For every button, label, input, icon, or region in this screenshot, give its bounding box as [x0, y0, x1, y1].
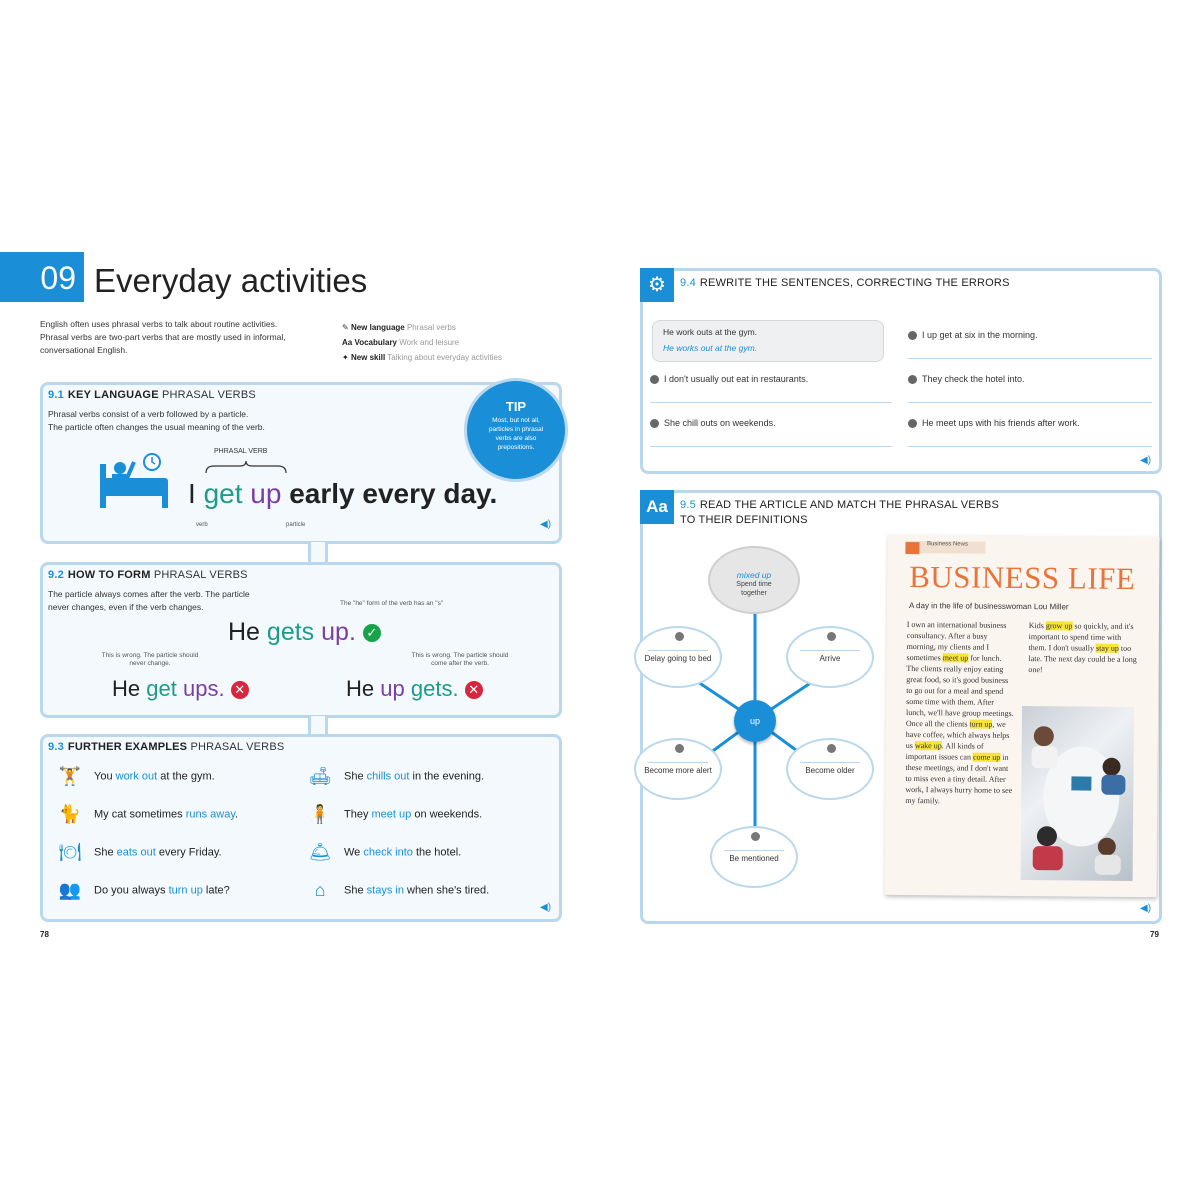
party-people-icon: 👥: [58, 880, 82, 900]
meta-list: [342, 320, 562, 365]
tip-text: Most, but not all, particles in phrasal verbs are also prepositions.: [488, 417, 544, 451]
example-answer: He works out at the gym.: [663, 343, 758, 353]
answer-line[interactable]: [908, 358, 1152, 359]
example-row: 🍽 She eats out every Friday.: [56, 842, 222, 863]
note-left: This is wrong. The particle should never change.: [101, 652, 199, 667]
article-tag-bar: [905, 541, 985, 554]
example-question: He work outs at the gym.: [663, 327, 758, 337]
bubble-number-icon: [827, 744, 836, 753]
section-9-5-title: 9.5 READ THE ARTICLE AND MATCH THE PHRASAL VERBS TO THEIR DEFINITIONS: [680, 499, 1000, 526]
new-language-icon: ✎: [342, 323, 349, 332]
page-number-left: 78: [40, 930, 49, 939]
key-sentence: [188, 478, 497, 510]
unit-number-badge: [0, 252, 84, 302]
business-meeting-photo: [1021, 706, 1135, 881]
meta-new-skill: ✦ New skill Talking about everyday activities: [342, 353, 502, 362]
wrong-sentence-1: He get ups. ✕: [112, 676, 249, 702]
item-number-icon: [650, 419, 659, 428]
audio-speaker-icon[interactable]: ◀): [540, 902, 552, 913]
phrasal-verb-bracket-label: PHRASAL VERB: [214, 448, 268, 455]
check-icon: ✓: [363, 624, 381, 642]
example-row: 👥 Do you always turn up late?: [56, 880, 230, 901]
section-9-1-title: 9.1 KEY LANGUAGE PHRASAL VERBS: [48, 389, 256, 401]
article-column-2: Kids grow up so quickly, and it's important to spend time with them. I don't usually stay up too late. The next day could be a long one!: [1028, 621, 1137, 675]
example-row: 🧍 They meet up on weekends.: [306, 804, 482, 825]
section-9-1-desc: Phrasal verbs consist of a verb followed by a particle. The particle often changes the usual meaning of the verb.: [48, 409, 265, 432]
meta-vocabulary: Aa Vocabulary Work and leisure: [342, 338, 460, 347]
exercise-item: She chill outs on weekends.: [650, 418, 776, 428]
sentence-subject: I: [188, 478, 196, 509]
definition-bubble[interactable]: Be mentioned: [710, 826, 798, 888]
correct-particle: up.: [321, 618, 356, 646]
bubble-number-icon: [827, 632, 836, 641]
bed-clock-icon: [98, 452, 170, 510]
panel-connector: [308, 542, 328, 564]
definition-bubble[interactable]: Arrive: [786, 626, 874, 688]
vocabulary-badge: Aa: [640, 490, 674, 524]
sentence-rest: early every day.: [289, 478, 498, 509]
verb-label: verb: [196, 522, 208, 528]
section-9-2-desc: The particle always comes after the verb. The particle never changes, even if the verb changes.: [48, 589, 250, 612]
relaxing-person-icon: 🛋: [308, 766, 332, 786]
tip-circle: [464, 378, 568, 482]
bubble-number-icon: [675, 632, 684, 641]
example-row: 🏋 You work out at the gym.: [56, 766, 215, 787]
panel-connector: [308, 716, 328, 736]
example-bubble: [708, 546, 800, 614]
note-right: This is wrong. The particle should come after the verb.: [411, 652, 509, 667]
page-number-right: 79: [1150, 930, 1159, 939]
audio-speaker-icon[interactable]: ◀): [540, 519, 552, 530]
correct-verb: gets: [266, 618, 315, 646]
cat-running-icon: 🐈: [58, 804, 82, 824]
meeting-people-icon: 🧍: [308, 804, 332, 824]
definition-bubble[interactable]: Become more alert: [634, 738, 722, 800]
section-9-4-title: 9.4 REWRITE THE SENTENCES, CORRECTING THE ERRORS: [680, 277, 1010, 289]
exercise-item: They check the hotel into.: [908, 374, 1025, 384]
article-clipping: [884, 535, 1159, 897]
article-column-1: I own an international business consultancy. After a busy morning, my clients and I sometimes meet up for lunch. The clients really enjoy eating great food, so it's good business to go out for a meal and spend some time with them. After lunch, we'll have group meetings. Once all the clients turn up, we have coffee, which always helps us wake up. All kinds of important issues can come up in these meetings, and I don't want to miss even a tiny detail. After work, I always hurry home to see my family.: [905, 619, 1014, 806]
new-skill-icon: ✦: [342, 353, 349, 362]
cross-icon: ✕: [231, 681, 249, 699]
particle-label: particle: [286, 522, 306, 528]
center-node: up: [734, 700, 776, 742]
vocabulary-icon: Aa: [342, 338, 353, 347]
definition-bubble[interactable]: Become older: [786, 738, 874, 800]
note-top: The "he" form of the verb has an "s": [340, 600, 444, 607]
gym-person-icon: 🏋: [58, 766, 82, 786]
example-answer-box: [652, 320, 884, 362]
example-row: 🛋 She chills out in the evening.: [306, 766, 484, 787]
correct-sentence: He gets up. ✓: [228, 618, 381, 647]
item-number-icon: [650, 375, 659, 384]
bubble-number-icon: [751, 832, 760, 841]
meta-new-language: ✎ New language Phrasal verbs: [342, 323, 456, 332]
example-row: 🛎 We check into the hotel.: [306, 842, 461, 863]
section-9-3-title: 9.3 FURTHER EXAMPLES PHRASAL VERBS: [48, 741, 285, 753]
item-number-icon: [908, 419, 917, 428]
restaurant-icon: 🍽: [58, 842, 82, 862]
sentence-verb: get: [203, 478, 243, 509]
item-number-icon: [908, 375, 917, 384]
unit-number: 09: [40, 260, 76, 296]
intro-text: English often uses phrasal verbs to talk about routine activities. Phrasal verbs are two-part verbs that are mostly used in informal, conversational English.: [40, 319, 286, 355]
section-9-4-panel: [640, 268, 1162, 474]
audio-speaker-icon[interactable]: ◀): [1140, 903, 1152, 914]
wrong-sentence-2: He up gets. ✕: [346, 676, 483, 702]
section-9-2-title: 9.2 HOW TO FORM PHRASAL VERBS: [48, 569, 248, 581]
article-subhead: A day in the life of businesswoman Lou Miller: [908, 601, 1069, 612]
answer-line[interactable]: [908, 402, 1152, 403]
tip-title: TIP: [505, 399, 527, 414]
example-definition: Spend time together: [736, 581, 772, 597]
house-icon: ⌂: [314, 880, 326, 900]
example-row: ⌂ She stays in when she's tired.: [306, 880, 489, 901]
phrasal-verb-bracket: [204, 460, 288, 474]
sentence-particle: up: [250, 478, 282, 509]
unit-title: Everyday activities: [94, 262, 368, 299]
exercise-item: I don't usually out eat in restaurants.: [650, 374, 808, 384]
item-number-icon: [908, 331, 917, 340]
article-tag-icon: [905, 542, 919, 554]
exercise-item: He meet ups with his friends after work.: [908, 418, 1080, 428]
answer-line[interactable]: [650, 446, 892, 447]
audio-speaker-icon[interactable]: ◀): [1140, 455, 1152, 466]
example-row: 🐈 My cat sometimes runs away.: [56, 804, 238, 825]
bubble-number-icon: [675, 744, 684, 753]
exercise-item: I up get at six in the morning.: [908, 330, 1038, 340]
exercise-icon-badge: ⚙: [640, 268, 674, 302]
cross-icon: ✕: [465, 681, 483, 699]
answer-line[interactable]: [650, 402, 892, 403]
example-phrasal-verb: mixed up: [736, 570, 772, 580]
answer-line[interactable]: [908, 446, 1152, 447]
article-tag: Business News: [926, 541, 968, 548]
article-headline: BUSINESS LIFE: [909, 559, 1136, 596]
definition-bubble[interactable]: Delay going to bed: [634, 626, 722, 688]
hotel-desk-icon: 🛎: [308, 842, 332, 862]
